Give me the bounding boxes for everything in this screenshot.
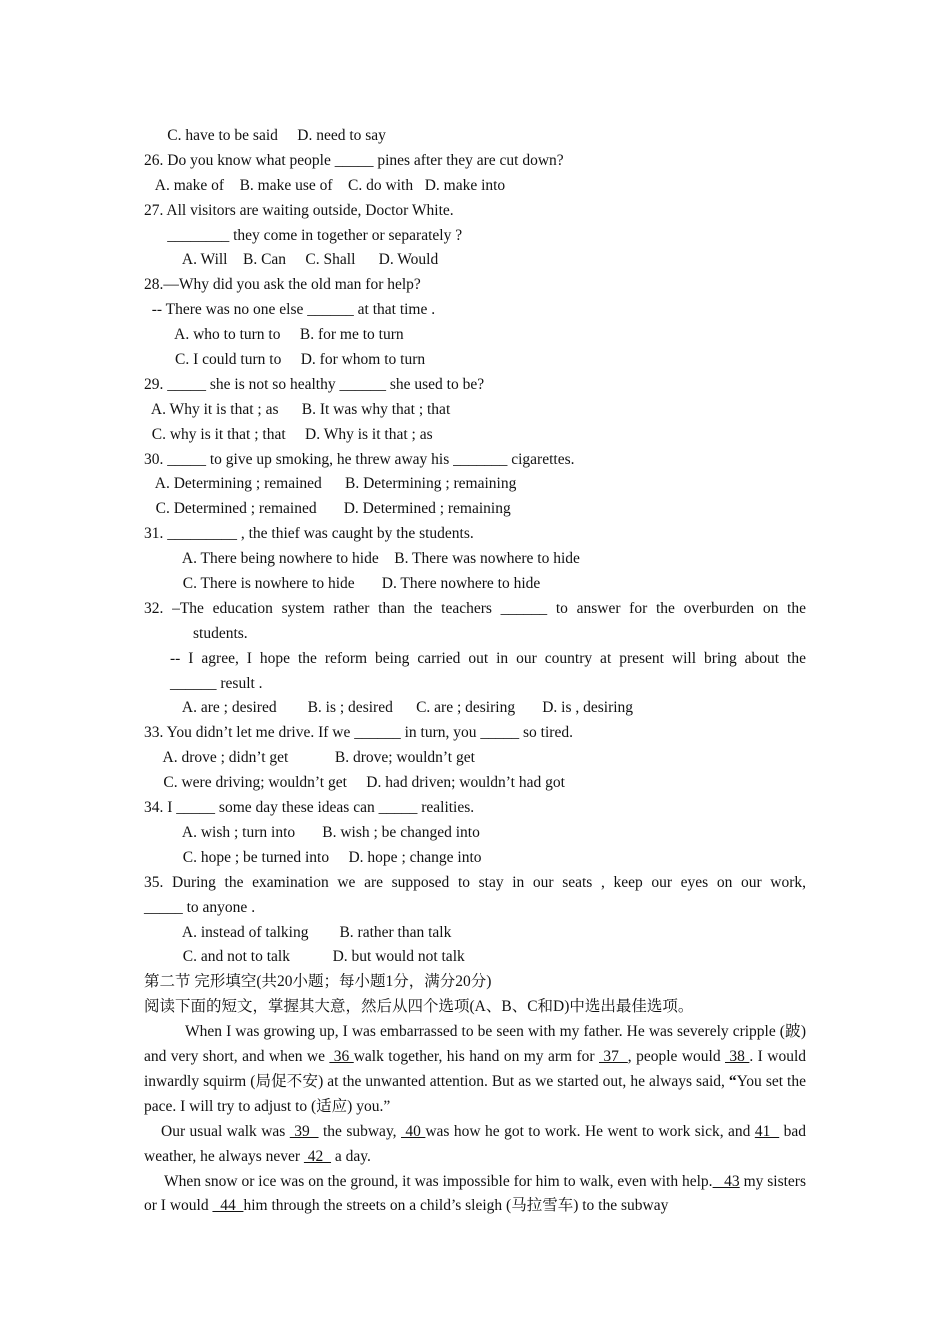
q34-stem: 34. I _____ some day these ideas can _____ realities. <box>144 799 475 817</box>
passage-text: When snow or ice was on the ground, it was impossible for him to walk, even with help. <box>164 1172 713 1190</box>
passage-text: , people would <box>627 1047 725 1065</box>
blank-40: 40 <box>401 1122 426 1140</box>
blank-44: 44 <box>212 1197 244 1215</box>
q32-reply-cont: ______ result . <box>170 674 263 692</box>
bold-quote: “ <box>728 1072 737 1090</box>
passage-text: Our usual walk was <box>161 1122 290 1140</box>
blank-39: 39 <box>289 1122 319 1140</box>
q26-stem: 26. Do you know what people _____ pines after they are cut down? <box>144 151 564 169</box>
q32-reply: -- I agree, I hope the reform being carried out in our country at present will bring about the <box>170 649 806 667</box>
q35-options-ab: A. instead of talking B. rather than talk <box>144 923 452 941</box>
passage-paragraph-2 <box>144 1120 806 1170</box>
q31-stem: 31. _________ , the thief was caught by the students. <box>144 525 474 543</box>
q28-options-cd: C. I could turn to D. for whom to turn <box>144 351 426 369</box>
q34-options-cd: C. hope ; be turned into D. hope ; change into <box>144 848 482 866</box>
q35-stem: 35. During the examination we are supposed to stay in our seats , keep our eyes on our work, <box>144 873 806 891</box>
q25-options-cd: C. have to be said D. need to say <box>144 127 386 144</box>
q33-options-cd: C. were driving; wouldn’t get D. had driven; wouldn’t had got <box>144 774 565 792</box>
passage-text: You set the pace. I will try to adjust to (适应) you.” <box>144 1072 806 1115</box>
q28-options-ab: A. who to turn to B. for me to turn <box>144 326 404 344</box>
q31-options-ab: A. There being nowhere to hide B. There was nowhere to hide <box>144 550 580 568</box>
q30-options-cd: C. Determined ; remained D. Determined ; remaining <box>144 500 511 518</box>
q28-reply: -- There was no one else ______ at that time . <box>144 301 436 319</box>
q32-options: A. are ; desired B. is ; desired C. are ; desiring D. is , desiring <box>144 699 634 717</box>
passage-text: bad weather, he always never <box>144 1122 807 1165</box>
q32-stem: 32. –The education system rather than the teachers ______ to answer for the overburden on the <box>144 599 806 617</box>
q33-stem: 33. You didn’t let me drive. If we ______ in turn, you _____ so tired. <box>144 724 573 742</box>
q27-stem-cont: ________ they come in together or separately ? <box>144 226 463 244</box>
q29-options-cd: C. why is it that ; that D. Why is it that ; as <box>144 425 433 443</box>
q34-options-ab: A. wish ; turn into B. wish ; be changed into <box>144 823 480 841</box>
q27-options: A. Will B. Can C. Shall D. Would <box>144 251 439 269</box>
q26-options: A. make of B. make use of C. do with D. make into <box>144 176 506 194</box>
passage-paragraph-1 <box>144 1020 806 1120</box>
blank-42: 42 <box>303 1147 332 1165</box>
passage-paragraph-3 <box>144 1170 806 1220</box>
q35-options-cd: C. and not to talk D. but would not talk <box>144 948 465 966</box>
blank-36: 36 <box>329 1047 354 1065</box>
passage-text: my sisters or I would <box>144 1172 807 1215</box>
q35-stem-cont: _____ to anyone . <box>144 898 256 916</box>
q32-stem-cont: students. <box>193 624 248 642</box>
passage-text: When I was growing up, I was embarrassed to be seen with my father. He was severely cripple (跛) and very short, and when we <box>144 1023 806 1065</box>
section-instruction: 阅读下面的短文，掌握其大意，然后从四个选项(A、B、C和D)中选出最佳选项。 <box>144 998 694 1016</box>
q29-options-ab: A. Why it is that ; as B. It was why that ; that <box>144 400 451 418</box>
q28-stem: 28.—Why did you ask the old man for help? <box>144 276 421 294</box>
passage-text: walk together, his hand on my arm for <box>353 1047 599 1065</box>
q33-options-ab: A. drove ; didn’t get B. drove; wouldn’t get <box>144 749 475 767</box>
blank-37: 37 <box>599 1047 628 1065</box>
section-title: 第二节 完形填空(共20小题；每小题1分，满分20分) <box>144 973 492 991</box>
passage-text: him through the streets on a child’s sleigh (马拉雪车) to the subway <box>243 1197 669 1215</box>
blank-38: 38 <box>725 1047 750 1065</box>
blank-41: 41 <box>754 1122 780 1140</box>
blank-43: 43 <box>712 1172 740 1190</box>
passage-text: was how he got to work. He went to work sick, and <box>425 1122 755 1140</box>
passage-text: . I would inwardly squirm (局促不安) at the unwanted attention. But as we started out, he always said, <box>144 1047 806 1090</box>
q29-stem: 29. _____ she is not so healthy ______ she used to be? <box>144 375 485 393</box>
q30-options-ab: A. Determining ; remained B. Determining ; remaining <box>144 475 517 493</box>
document-page <box>144 124 806 1219</box>
q31-options-cd: C. There is nowhere to hide D. There nowhere to hide <box>144 575 541 593</box>
passage-text: the subway, <box>318 1122 401 1140</box>
passage-text: a day. <box>331 1147 371 1165</box>
q27-stem: 27. All visitors are waiting outside, Doctor White. <box>144 201 454 219</box>
q30-stem: 30. _____ to give up smoking, he threw away his _______ cigarettes. <box>144 450 575 468</box>
